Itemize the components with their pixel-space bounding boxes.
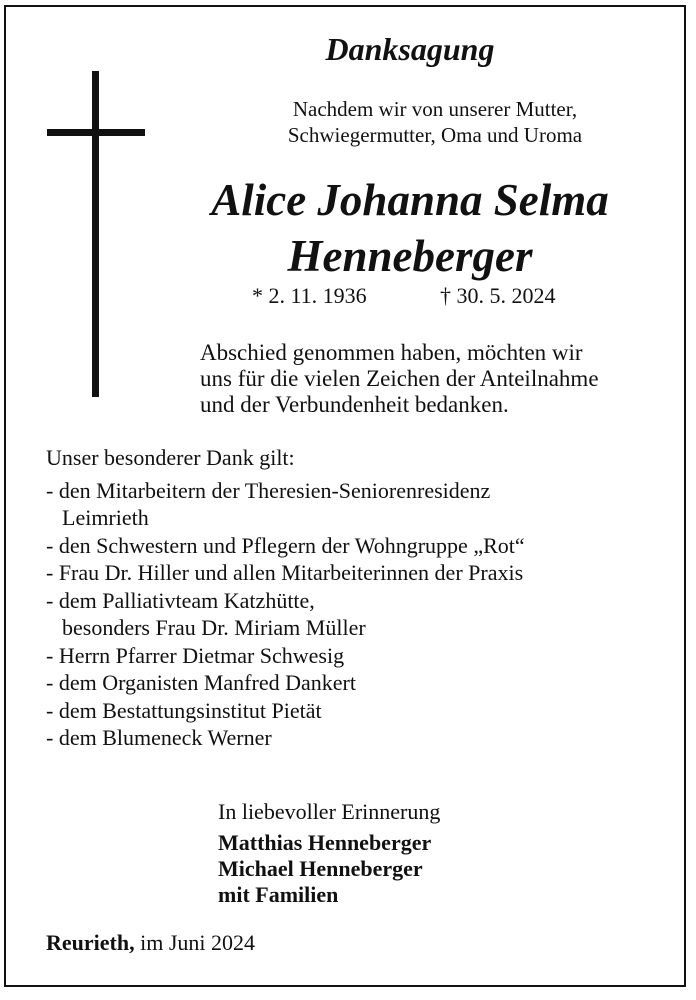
thanks-item: - dem Blumeneck Werner xyxy=(46,725,272,750)
farewell-line: Abschied genommen haben, möchten wir xyxy=(200,340,583,365)
cross-vertical-bar xyxy=(92,71,99,397)
place-month: im Juni 2024 xyxy=(140,930,255,955)
signer-name: Michael Henneberger xyxy=(218,856,423,881)
thanks-item-continuation: Leimrieth xyxy=(62,505,149,530)
cross-horizontal-bar xyxy=(47,129,145,136)
intro-line: Schwiegermutter, Oma und Uroma xyxy=(287,123,583,147)
thanks-item: - Herrn Pfarrer Dietmar Schwesig xyxy=(46,642,345,668)
deceased-name xyxy=(160,172,660,284)
place-town: Reurieth, xyxy=(46,930,135,955)
thanks-item: - dem Bestattungsinstitut Pietät xyxy=(46,697,322,723)
thanks-item: - dem Organisten Manfred Dankert xyxy=(46,670,356,695)
closing-phrase: In liebevoller Erinnerung xyxy=(218,799,441,824)
signers xyxy=(218,830,431,908)
signer-name: Matthias Henneberger xyxy=(218,830,432,855)
farewell-line: uns für die vielen Zeichen der Anteilnahme xyxy=(200,366,599,391)
farewell-text xyxy=(200,340,599,418)
notice-heading: Danksagung xyxy=(325,31,495,67)
thanks-item: - den Schwestern und Pflegern der Wohngruppe „Rot“ xyxy=(46,532,525,558)
thanks-lead: Unser besonderer Dank gilt: xyxy=(46,445,295,470)
farewell-line: und der Verbundenheit bedanken. xyxy=(200,392,509,417)
thanks-section xyxy=(46,444,525,752)
death-date: † 30. 5. 2024 xyxy=(440,283,556,308)
thanks-item: - dem Palliativteam Katzhütte, xyxy=(46,587,315,613)
intro-text xyxy=(250,96,620,148)
life-dates xyxy=(252,283,556,309)
place-date xyxy=(46,930,255,956)
birth-date: * 2. 11. 1936 xyxy=(252,283,367,308)
thanks-item: - den Mitarbeitern der Theresien-Seniorenresidenz xyxy=(46,477,491,503)
signer-name: mit Familien xyxy=(218,882,339,907)
thanks-item: - Frau Dr. Hiller und allen Mitarbeiterinnen der Praxis xyxy=(46,560,524,585)
thanks-item-continuation: besonders Frau Dr. Miriam Müller xyxy=(62,615,366,640)
deceased-last-name: Henneberger xyxy=(287,231,533,281)
intro-line: Nachdem wir von unserer Mutter, xyxy=(292,97,578,121)
deceased-first-names: Alice Johanna Selma xyxy=(211,175,609,225)
